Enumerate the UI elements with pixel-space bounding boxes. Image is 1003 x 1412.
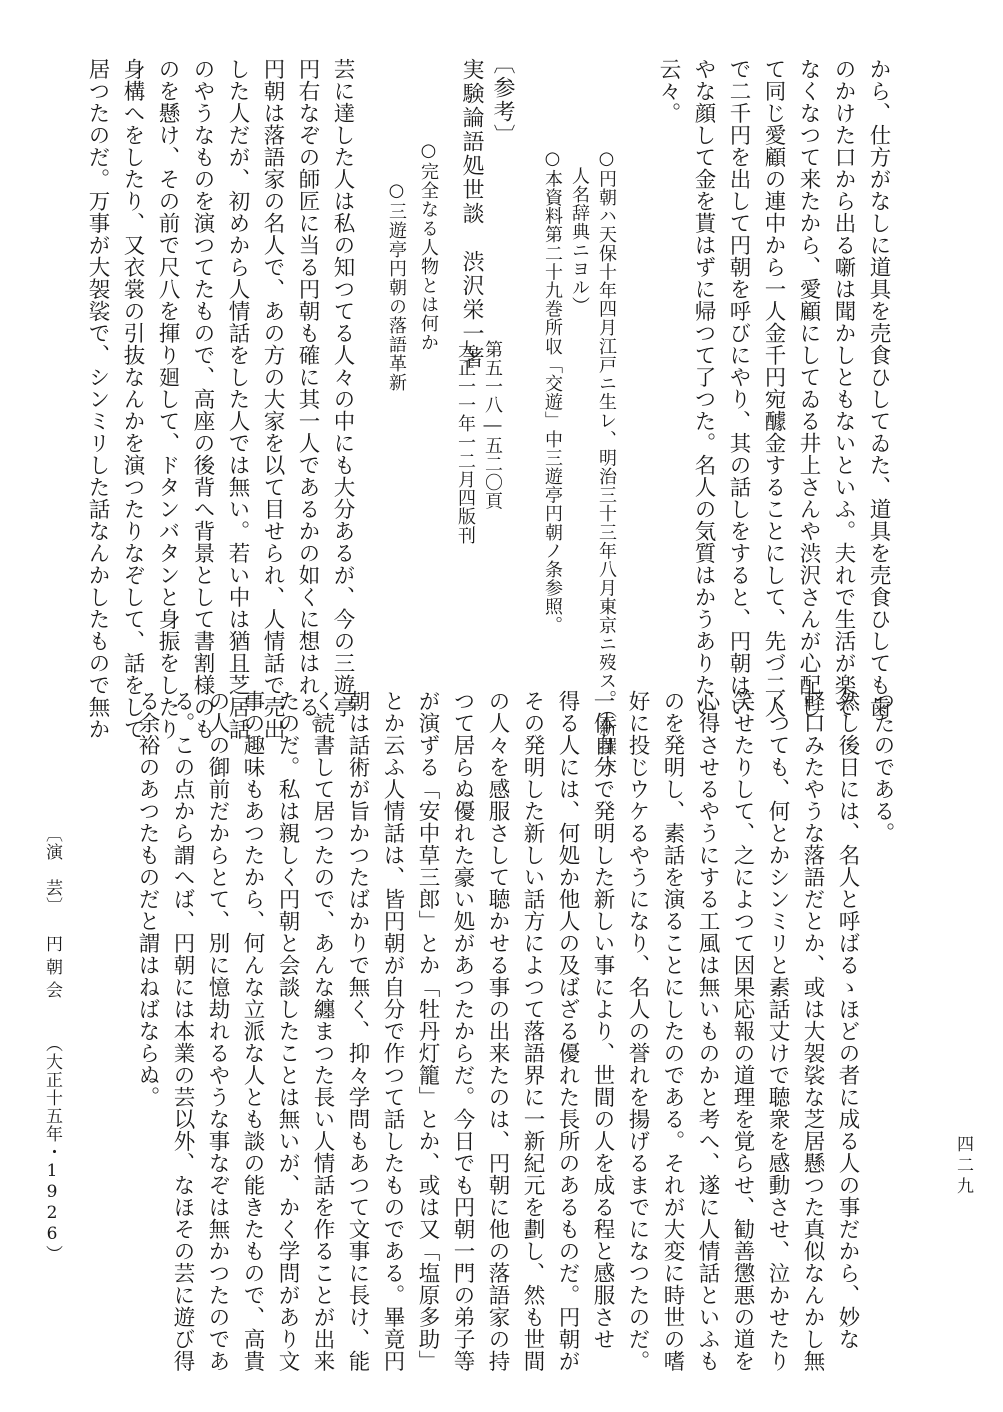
text-column: 心得させるやうにする工風は無いものかと考へ、遂に人情話といふも	[695, 690, 720, 1372]
footer-category: 〔演 芸〕	[42, 825, 62, 915]
footer-title: 円朝会	[42, 935, 62, 1004]
text-column: の人々を感服さして聴かせる事の出来たのは、円朝に他の落語家の持	[485, 690, 510, 1372]
text-column: つたのである。	[870, 690, 895, 844]
text-column: 云々。	[656, 58, 681, 124]
text-column: その発明した新しい話方によつて落語界に一新紀元を劃し、然も世間	[520, 690, 545, 1372]
text-column: のやうなものを演つてたもので、高座の後背へ背景として書割様のも	[190, 58, 215, 740]
notes-block	[539, 148, 620, 775]
text-column: く読書して居つたので、あんな纏まつた長い人情話を作ることが出来	[310, 690, 335, 1372]
text-column: くつても、何とかシンミリと素話丈けで聴衆を感動させ、泣かせたり	[765, 690, 790, 1372]
lower-body	[130, 690, 900, 1370]
text-column: 芸に達した人は私の知つてる人々の中にも大分あるが、今の三遊亭	[330, 58, 355, 718]
text-column: 円右なぞの師匠に当る円朝も確に其一人であるかの如くに想はれる。	[295, 58, 320, 740]
essay-body	[80, 58, 360, 740]
text-column: なくなつて来たから、愛顧にしてゐる井上さんや渋沢さんが心配し	[796, 58, 821, 718]
text-column: る余裕のあつたものだと謂はねばならぬ。	[135, 690, 160, 1108]
note-line: ○本資料第二十九巻所収「交遊」中三遊亭円朝ノ条参照。	[542, 148, 563, 635]
text-column: から、仕方がなしに道具を売食ひしてゐた、道具を売食ひしても歯	[866, 58, 891, 718]
text-column: 軽口みたやうな落語だとか、或は大袈裟な芝居懸つた真似なんかし無	[800, 690, 825, 1372]
text-column: やな顔して金を貰はずに帰つて了つた。名人の気質はかうありたい	[691, 58, 716, 718]
text-column: 朝は話術が旨かつたばかりで無く、抑々学問もあつて文事に長け、能	[345, 690, 370, 1372]
text-column: の人の御前だからとて、別に憶劫れるやうな事なぞは無かつたのであ	[205, 690, 230, 1372]
text-column: とか云ふ人情話は、皆円朝が自分で作つて話したものである。畢竟円	[380, 690, 405, 1372]
text-column: たのだ。私は親しく円朝と会談したことは無いが、かく学問があり文	[275, 690, 300, 1372]
text-column: つて居らぬ優れた豪い処があつたからだ。今日でも円朝一門の弟子等	[450, 690, 475, 1372]
note-line: 人名辞典ニヨル）	[569, 148, 590, 316]
publication-info	[452, 340, 506, 600]
text-column: が演ずる「安中草三郎」とか「牡丹灯籠」とか、或は又「塩原多助」	[415, 690, 440, 1372]
text-column: 居つたのだ。万事が大袈裟で、シンミリした話なんかしたもので無か	[85, 58, 110, 740]
reference-label: 〔参考〕	[490, 52, 515, 148]
text-column: で二千円を出して円朝を呼びにやり、其の話しをすると、円朝はい	[726, 58, 751, 718]
text-column: のかけた口から出る噺は聞かしともないといふ。夫れで生活が楽で	[831, 58, 856, 718]
text-column: 一体自分で発明した新しい事により、世間の人を成る程と感服させ	[590, 690, 615, 1350]
text-column: る。この点から謂へば、円朝には本業の芸以外、なほその芸に遊び得	[170, 690, 195, 1372]
text-column: 円朝は落語家の名人で、あの方の大家を以て目せられ、人情話で売出	[260, 58, 285, 740]
footer-year: （大正十五年・1926）	[42, 1035, 62, 1263]
section-title: ○完全なる人物とは何か	[418, 140, 439, 352]
note-line: ○円朝ハ天保十年四月江戸ニ生レ、明治三十三年八月東京ニ歿ス。（新撰大	[596, 148, 617, 775]
pub-page-range: 第五一八―五二〇頁	[482, 340, 503, 511]
text-column: した人だが、初めから人情話をした人では無い。若い中は猶且芝居話	[225, 58, 250, 740]
text-column: のを発明し、素話を演ることにしたのである。それが大変に時世の嗜	[660, 690, 685, 1372]
text-column: て同じ愛顧の連中から一人金千円宛醵金することにして、先づ二人	[761, 58, 786, 718]
subsection-title: ○三遊亭円朝の落語革新	[386, 180, 407, 392]
text-column: 然し後日には、名人と呼ばるゝほどの者に成る人の事だから、妙な	[835, 690, 860, 1350]
pub-edition: 大正一一年一二月四版刊	[455, 340, 476, 545]
text-column: 事の趣味もあつたから、何んな立派な人とも談の能きたもので、高貴	[240, 690, 265, 1372]
text-column: 身構へをしたり、又衣裳の引抜なんかを演つたりなぞして、話をして	[120, 58, 145, 740]
page-number: 四二九	[953, 1135, 973, 1198]
text-column: 笑せたりして、之によつて因果応報の道理を覚らせ、勧善懲悪の道を	[730, 690, 755, 1372]
text-column: 得る人には、何処か他人の及ばざる優れた長所のあるものだ。円朝が	[555, 690, 580, 1372]
text-column: 好に投じウケるやうになり、名人の誉れを揚げるまでになつたのだ。	[625, 690, 650, 1372]
intro-paragraph	[651, 58, 896, 718]
text-column: のを懸け、その前で尺八を揮り廻して、ドタンバタンと身振をしたり	[155, 58, 180, 740]
book-title: 実験論語処世談 渋沢栄一著	[459, 58, 484, 370]
